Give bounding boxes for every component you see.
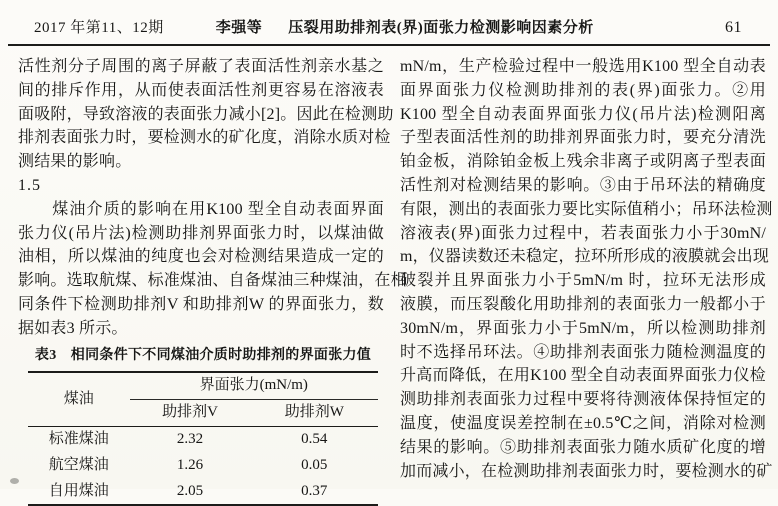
- issue-label: 2017 年第11、12期: [34, 20, 164, 36]
- value-v: 2.32: [176, 430, 204, 447]
- value-v: 1.26: [176, 456, 204, 473]
- interfacial-tension-table: [28, 371, 378, 506]
- text-line: 排剂表面张力时，要检测水的矿化度，消除水质对检: [18, 129, 391, 147]
- paragraph-kerosene-medium: [18, 198, 407, 341]
- scan-artifact: [10, 478, 19, 484]
- text-line: 据如表3 所示。: [18, 319, 128, 337]
- right-column: [400, 55, 773, 506]
- kerosene-name: 航空煤油: [48, 456, 109, 473]
- value-w: 0.05: [301, 456, 328, 473]
- column-header-drainage-aid-w: 助排剂W: [251, 400, 378, 427]
- text-line: 30mN/m，界面张力小于5mN/m，所以检测助排剂: [400, 319, 766, 337]
- column-header-drainage-aid-v: 助排剂V: [130, 400, 251, 427]
- text-line: 油相，所以煤油的纯度也会对检测结果造成一定的: [18, 248, 384, 266]
- text-line: 温度，使温度误差控制在±0.5℃之间，消除对检测: [400, 414, 766, 432]
- text-line: 溶液表(界)面张力过程中，若表面张力小于30mN/: [400, 224, 766, 242]
- table-body: [28, 426, 378, 505]
- table-row: [28, 453, 378, 479]
- text-line: 影响。选取航煤、标准煤油、自备煤油三种煤油，在相: [18, 272, 407, 290]
- value-w: 0.37: [301, 482, 328, 499]
- value-v: 2.05: [176, 482, 204, 499]
- text-line: 时不选择吊环法。④助排剂表面张力随检测温度的: [400, 343, 766, 361]
- paragraph-detection-summary: [400, 55, 773, 483]
- text-line: 破裂并且界面张力小于5mN/m 时，拉环无法形成: [400, 272, 766, 290]
- value-w: 0.54: [301, 430, 328, 447]
- table-row: [28, 426, 378, 452]
- table-caption: 表3 相同条件下不同煤油介质时助排剂的界面张力值: [34, 347, 372, 363]
- kerosene-name: 标准煤油: [48, 430, 109, 447]
- paragraph-water-quality: [18, 55, 394, 174]
- two-column-body: [0, 46, 778, 506]
- running-head: [0, 0, 778, 44]
- table-row: [28, 479, 378, 506]
- text-line: 结果的影响。⑤助排剂表面张力随水质矿化度的增: [400, 438, 766, 456]
- table-head: [28, 372, 378, 426]
- text-line: 测助排剂表面张力过程中要将待测液体保持恒定的: [400, 391, 766, 409]
- text-line: 张力仪(吊片法)检测助排剂界面张力时，以煤油做: [18, 224, 384, 242]
- text-line: 有限，测出的表面张力要比实际值稍小；吊环法检测: [400, 200, 773, 218]
- kerosene-name: 自用煤油: [48, 482, 109, 499]
- left-column: [18, 55, 407, 506]
- text-line: 升高而降低，在用K100 型全自动表面界面张力仪检: [400, 367, 766, 385]
- table-3-block: [18, 344, 384, 506]
- text-line: 煤油介质的影响在用K100 型全自动表面界面: [18, 200, 384, 218]
- authors-label: 李强等: [215, 20, 263, 36]
- page-number: 61: [725, 19, 742, 36]
- text-line: mN/m，生产检验过程中一般选用K100 型全自动表: [400, 58, 766, 75]
- text-line: 同条件下检测助排剂V 和助排剂W 的界面张力，数: [18, 295, 384, 313]
- text-line: 间的排斥作用，从而使表面活性剂更容易在溶液表: [18, 81, 384, 99]
- text-line: 子型表面活性剂的助排剂界面张力时，要充分清洗: [400, 129, 766, 147]
- text-line: 活性剂对检测结果的影响。③由于吊环法的精确度: [400, 176, 766, 194]
- text-line: 面界面张力仪检测助排剂的表(界)面张力。②用: [400, 81, 766, 99]
- text-line: 测结果的影响。: [18, 153, 132, 171]
- column-header-kerosene: 煤油: [28, 372, 130, 426]
- text-line: 液膜，而压裂酸化用助排剂的表面张力一般都小于: [400, 295, 766, 313]
- article-title: 压裂用助排剂表(界)面张力检测影响因素分析: [288, 20, 594, 36]
- section-heading-1-5: 1.5: [18, 176, 41, 194]
- text-line: 铂金板，消除铂金板上残余非离子或阴离子型表面: [400, 153, 766, 171]
- column-header-interfacial-tension: 界面张力(mN/m): [130, 372, 379, 399]
- text-line: m，仪器读数还未稳定，拉环所形成的液膜就会出现: [400, 248, 770, 266]
- text-line: 活性剂分子周围的离子屏蔽了表面活性剂亲水基之: [18, 58, 384, 75]
- text-line: K100 型全自动表面界面张力仪(吊片法)检测阳离: [400, 105, 766, 123]
- text-line: 加而减小，在检测助排剂表面张力时，要检测水的矿: [400, 462, 773, 480]
- text-line: 面吸附，导致溶液的表面张力减小[2]。因此在检测助: [18, 105, 394, 123]
